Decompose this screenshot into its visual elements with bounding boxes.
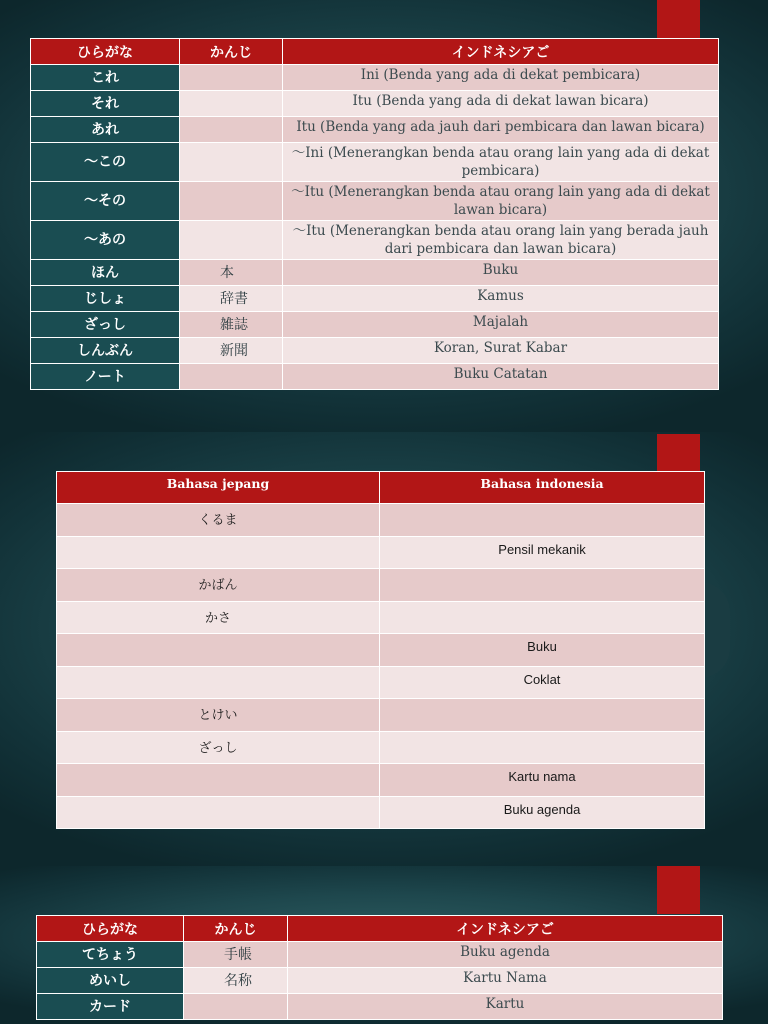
indonesia-cell: Majalah: [283, 312, 719, 338]
kanji-cell: [180, 65, 283, 91]
kanji-cell: 新聞: [180, 338, 283, 364]
jepang-cell: ざっし: [57, 731, 380, 764]
hiragana-cell: カード: [37, 994, 184, 1020]
table-row: [57, 536, 705, 569]
jepang-cell: [57, 796, 380, 829]
indonesia-cell: Kartu nama: [380, 764, 705, 797]
table-row: [31, 338, 719, 364]
header-indonesia: インドネシアご: [283, 39, 719, 65]
kanji-cell: [184, 994, 288, 1020]
header-kanji: かんじ: [180, 39, 283, 65]
jepang-cell: [57, 536, 380, 569]
table-row: [31, 312, 719, 338]
indonesia-cell: Buku agenda: [288, 942, 723, 968]
table-row: [31, 364, 719, 390]
table-row: [57, 504, 705, 537]
header-hiragana: ひらがな: [37, 916, 184, 942]
table-row: [57, 764, 705, 797]
kanji-cell: [180, 182, 283, 221]
kanji-cell: 雑誌: [180, 312, 283, 338]
table-row: [57, 796, 705, 829]
hiragana-cell: じしょ: [31, 286, 180, 312]
table-row: [57, 569, 705, 602]
indonesia-cell: Buku Catatan: [283, 364, 719, 390]
indonesia-cell: ～Ini (Menerangkan benda atau orang lain yang ada di dekat pembicara): [283, 143, 719, 182]
indonesia-cell: [380, 699, 705, 732]
hiragana-cell: ほん: [31, 260, 180, 286]
header-indonesia: インドネシアご: [288, 916, 723, 942]
table-row: [37, 942, 723, 968]
table-row: [31, 221, 719, 260]
table-row: [31, 91, 719, 117]
hiragana-cell: ノート: [31, 364, 180, 390]
jepang-cell: [57, 634, 380, 667]
table-row: [57, 699, 705, 732]
indonesia-cell: Buku: [380, 634, 705, 667]
indonesia-cell: ～Itu (Menerangkan benda atau orang lain yang berada jauh dari pembicara dan lawan bicara): [283, 221, 719, 260]
table-row: [57, 666, 705, 699]
table-header-row: [37, 916, 723, 942]
table-row: [57, 731, 705, 764]
hiragana-cell: ～あの: [31, 221, 180, 260]
table-row: [57, 634, 705, 667]
hiragana-cell: あれ: [31, 117, 180, 143]
slide-1: [0, 0, 768, 432]
table-row: [31, 286, 719, 312]
table-row: [31, 260, 719, 286]
indonesia-cell: Pensil mekanik: [380, 536, 705, 569]
kanji-cell: 辞書: [180, 286, 283, 312]
kanji-cell: [180, 117, 283, 143]
slide-3: [0, 866, 768, 1024]
hiragana-cell: てちょう: [37, 942, 184, 968]
hiragana-cell: ざっし: [31, 312, 180, 338]
indonesia-cell: Buku agenda: [380, 796, 705, 829]
accent-bar: [657, 434, 700, 472]
table-row: [31, 117, 719, 143]
table-header-row: [31, 39, 719, 65]
table-row: [37, 994, 723, 1020]
jepang-cell: とけい: [57, 699, 380, 732]
indonesia-cell: Koran, Surat Kabar: [283, 338, 719, 364]
indonesia-cell: Coklat: [380, 666, 705, 699]
indonesia-cell: [380, 731, 705, 764]
exercise-table: [56, 471, 705, 829]
table-row: [37, 968, 723, 994]
kanji-cell: [180, 91, 283, 117]
indonesia-cell: Itu (Benda yang ada di dekat lawan bicara): [283, 91, 719, 117]
indonesia-cell: ～Itu (Menerangkan benda atau orang lain yang ada di dekat lawan bicara): [283, 182, 719, 221]
hiragana-cell: しんぶん: [31, 338, 180, 364]
jepang-cell: [57, 666, 380, 699]
indonesia-cell: Itu (Benda yang ada jauh dari pembicara dan lawan bicara): [283, 117, 719, 143]
hiragana-cell: ～この: [31, 143, 180, 182]
kanji-cell: 本: [180, 260, 283, 286]
indonesia-cell: [380, 504, 705, 537]
indonesia-cell: [380, 601, 705, 634]
slide-2: [0, 432, 768, 866]
header-bahasa-jepang: Bahasa jepang: [57, 472, 380, 504]
jepang-cell: [57, 764, 380, 797]
table-row: [31, 65, 719, 91]
indonesia-cell: [380, 569, 705, 602]
kanji-cell: 名称: [184, 968, 288, 994]
jepang-cell: かさ: [57, 601, 380, 634]
vocab-table-1: [30, 38, 719, 390]
indonesia-cell: Kamus: [283, 286, 719, 312]
table-row: [31, 143, 719, 182]
header-kanji: かんじ: [184, 916, 288, 942]
kanji-cell: [180, 364, 283, 390]
kanji-cell: 手帳: [184, 942, 288, 968]
hiragana-cell: めいし: [37, 968, 184, 994]
table-row: [31, 182, 719, 221]
indonesia-cell: Kartu: [288, 994, 723, 1020]
accent-bar: [657, 0, 700, 38]
vocab-table-2: [36, 915, 723, 1020]
hiragana-cell: これ: [31, 65, 180, 91]
indonesia-cell: Ini (Benda yang ada di dekat pembicara): [283, 65, 719, 91]
header-hiragana: ひらがな: [31, 39, 180, 65]
header-bahasa-indonesia: Bahasa indonesia: [380, 472, 705, 504]
jepang-cell: くるま: [57, 504, 380, 537]
indonesia-cell: Kartu Nama: [288, 968, 723, 994]
table-header-row: [57, 472, 705, 504]
table-row: [57, 601, 705, 634]
indonesia-cell: Buku: [283, 260, 719, 286]
jepang-cell: かばん: [57, 569, 380, 602]
kanji-cell: [180, 143, 283, 182]
accent-bar: [657, 866, 700, 914]
hiragana-cell: それ: [31, 91, 180, 117]
hiragana-cell: ～その: [31, 182, 180, 221]
kanji-cell: [180, 221, 283, 260]
